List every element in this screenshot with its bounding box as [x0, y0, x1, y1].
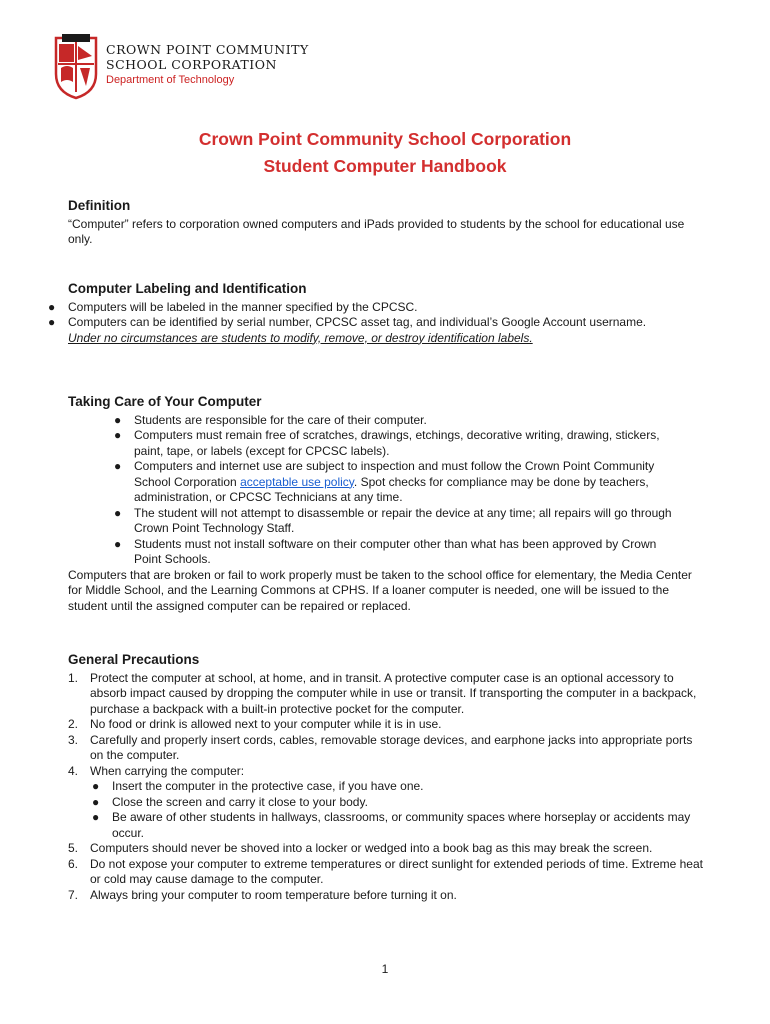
precautions-heading: General Precautions: [68, 652, 200, 667]
list-item: 2. No food or drink is allowed next to your computer while it is in use.: [68, 717, 442, 731]
definition-text: “Computer” refers to corporation owned computers and iPads provided to students by the school for educational use only.: [68, 216, 685, 246]
list-item: 6. Do not expose your computer to extreme temperatures or direct sunlight for extended periods of time. Extreme heat or cold may cause damage to the computer.: [68, 856, 703, 886]
page-title: Crown Point Community School Corporation: [198, 129, 572, 149]
labeling-list: [46, 300, 708, 331]
list-item: ● Computers and internet use are subject to inspection and must follow the Crown Point Community School Corporation acceptable use policy. Spot checks for compliance may be done by teachers, administration, or CPCSC Technicians at any time.: [114, 459, 655, 504]
labeling-heading: Computer Labeling and Identification: [68, 281, 307, 296]
definition-section: [68, 198, 708, 248]
care-paragraph: Computers that are broken or fail to work properly must be taken to the school office for elementary, the Media Center for Middle School, and the Learning Commons at CPHS. If a loaner computer is needed, one will be issued to the student until the assigned computer can be repaired or replaced.: [68, 567, 692, 613]
list-item: 4. When carrying the computer: ● Insert the computer in the protective case, if you have one. ● Close the screen and carry it close to your body. ● Be aware of other students in hallways, classrooms, or community spaces where horseplay or accidents may occur.: [68, 764, 708, 842]
org-name-line2: SCHOOL CORPORATION: [106, 57, 277, 72]
list-item: ● Computers can be identified by serial number, CPCSC asset tag, and individual’s Google Account username.: [48, 315, 647, 329]
list-item: ● Students are responsible for the care of their computer.: [114, 412, 427, 427]
list-item: 7. Always bring your computer to room temperature before turning it on.: [68, 887, 457, 902]
list-item: ● The student will not attempt to disassemble or repair the device at any time; all repairs will go through Crown Point Technology Staff.: [114, 505, 672, 535]
school-shield-icon: [54, 34, 98, 100]
department-name: Department of Technology: [106, 74, 235, 86]
acceptable-use-policy-link[interactable]: acceptable use policy: [240, 474, 354, 489]
care-section: [68, 394, 708, 614]
list-item: ● Be aware of other students in hallways, classrooms, or community spaces where horseplay or accidents may occur.: [92, 810, 691, 840]
list-item: 3. Carefully and properly insert cords, cables, removable storage devices, and earphone jacks into appropriate ports on the computer.: [68, 732, 693, 762]
carrying-sublist: [90, 779, 708, 841]
definition-heading: Definition: [68, 198, 131, 213]
care-heading: Taking Care of Your Computer: [68, 394, 262, 409]
care-list: [66, 413, 676, 568]
list-item: ● Students must not install software on their computer other than what has been approved by Crown Point Schools.: [114, 536, 657, 566]
list-item: ● Insert the computer in the protective case, if you have one.: [92, 779, 424, 793]
page-subtitle: Student Computer Handbook: [263, 156, 507, 176]
precautions-section: [68, 652, 708, 903]
list-item: ● Close the screen and carry it close to your body.: [92, 794, 368, 809]
list-item: 1. Protect the computer at school, at home, and in transit. A protective computer case is an optional accessory to absorb impact caused by dropping the computer while in use or transit. If transporting the computer in a backpack, purchase a backpack with a built-in protective pocket for the computer.: [68, 670, 697, 716]
list-item: 5. Computers should never be shoved into a locker or wedged into a book bag as this may break the screen.: [68, 841, 653, 855]
org-name-line1: CROWN POINT COMMUNITY: [106, 42, 309, 57]
list-item: ● Computers must remain free of scratches, drawings, etchings, decorative writing, drawing, stickers, paint, tape, or labels (except for CPCSC labels).: [114, 428, 660, 458]
labeling-section: [48, 281, 708, 346]
labeling-note: Under no circumstances are students to modify, remove, or destroy identification labels.: [68, 330, 533, 345]
page-number: 1: [381, 962, 389, 976]
district-logo: [54, 34, 314, 104]
precautions-list: [68, 671, 708, 904]
list-item: ● Computers will be labeled in the manner specified by the CPCSC.: [48, 299, 418, 314]
